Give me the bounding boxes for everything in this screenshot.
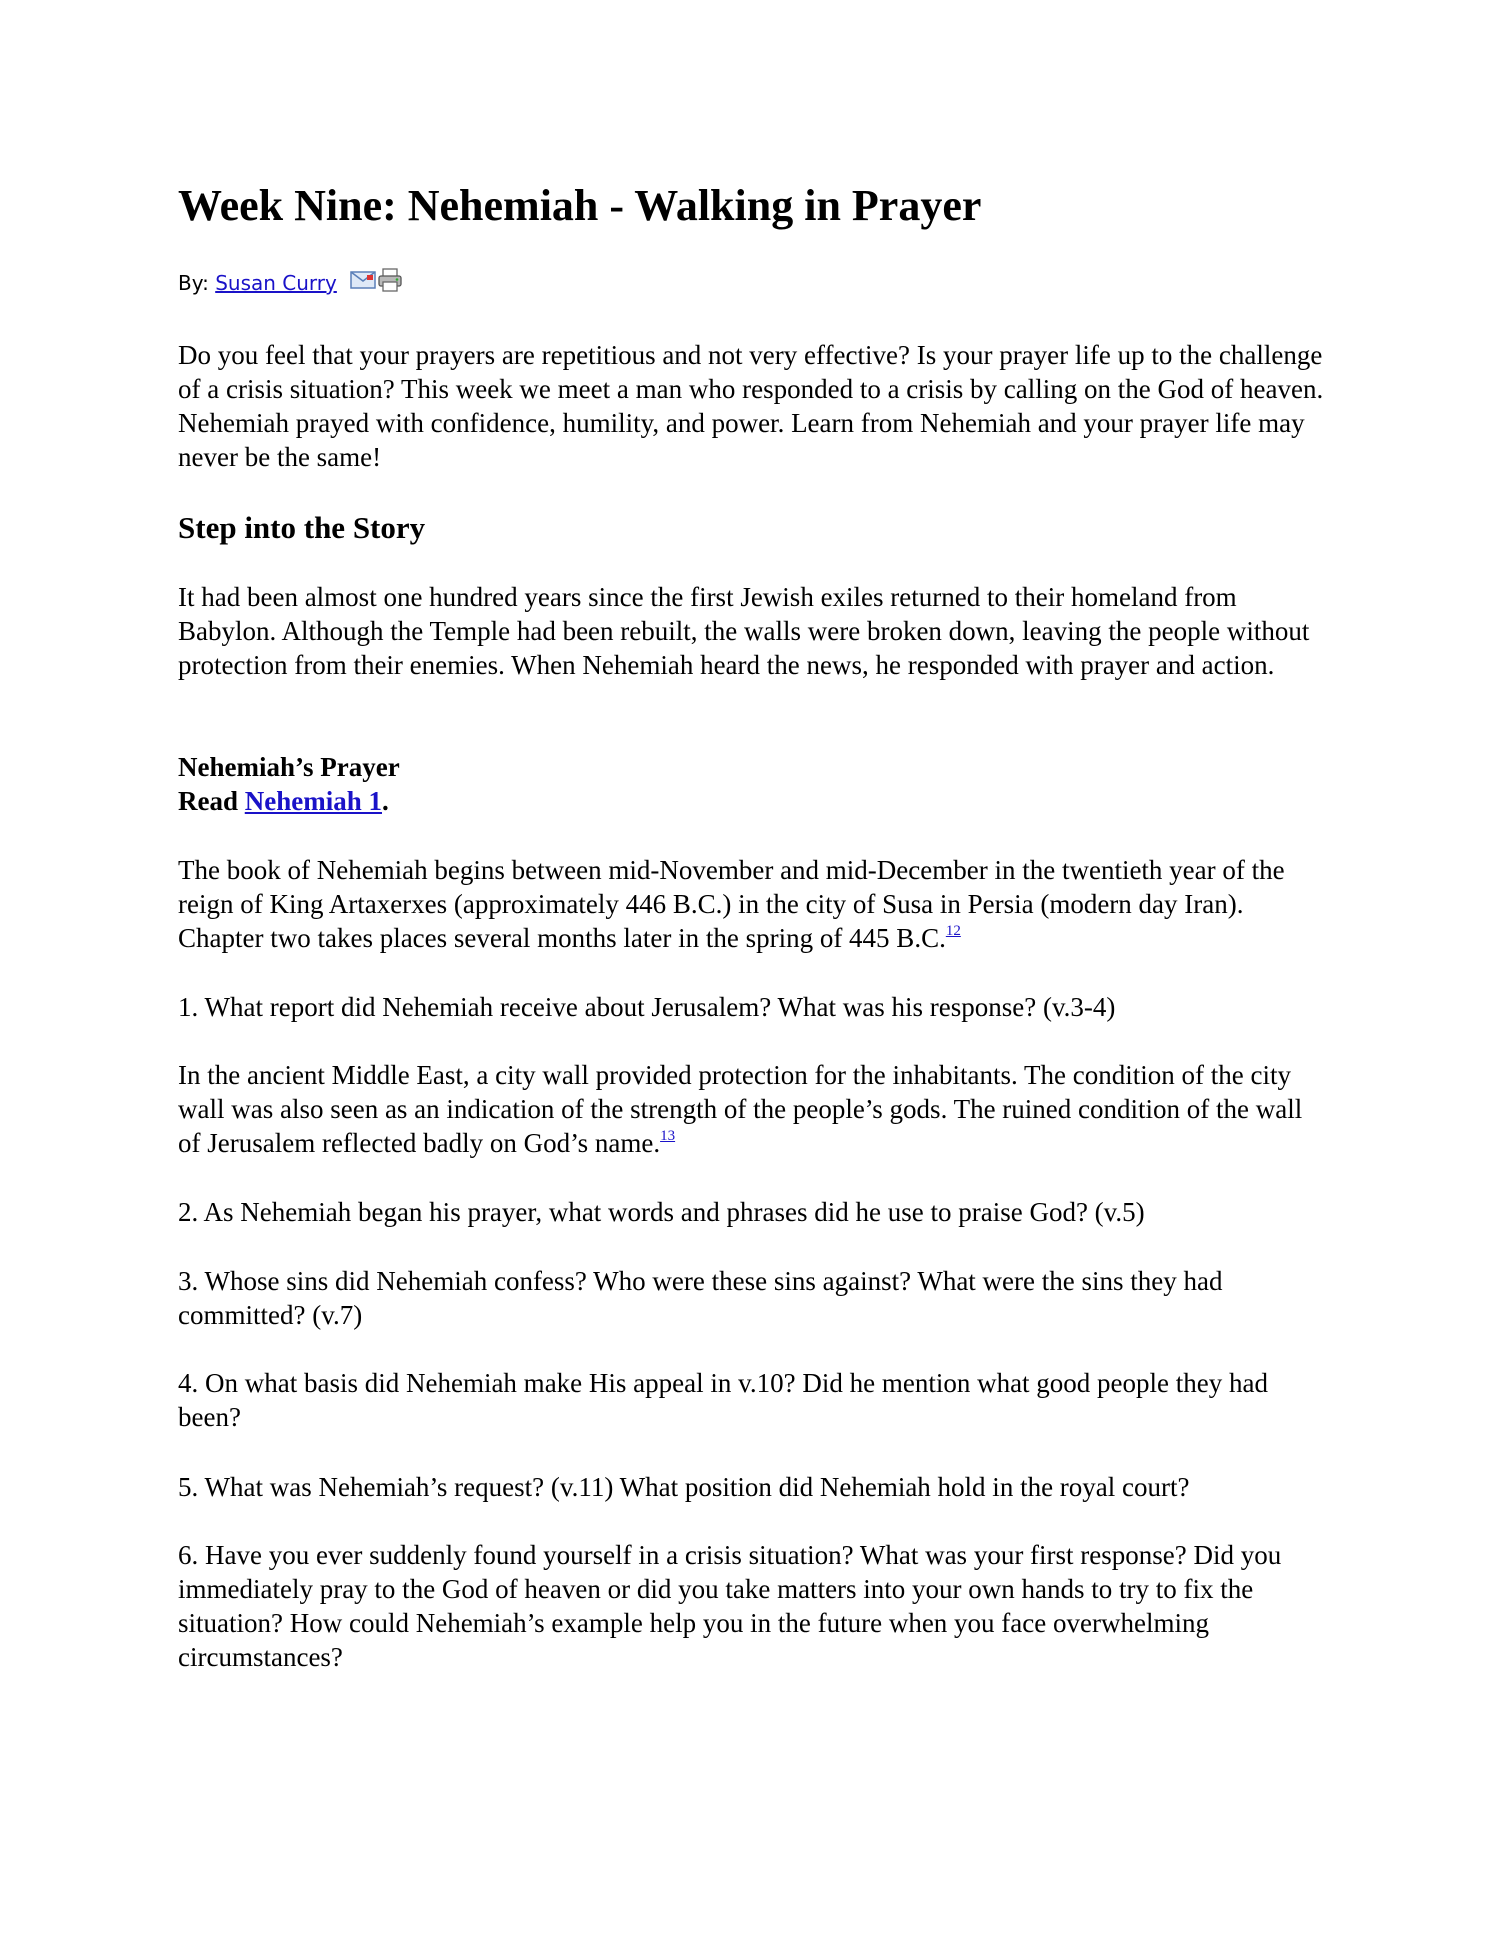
page-title: Week Nine: Nehemiah - Walking in Prayer xyxy=(178,181,982,230)
footnote-link-13[interactable]: 13 xyxy=(660,1128,676,1144)
intro-paragraph: Do you feel that your prayers are repetitious and not very effective? Is your prayer life up to the challenge of a crisis situation? This week we meet a man who responded to a crisis by calling on the God of heaven. Nehemiah prayed with confidence, humility, and power. Learn from Nehemiah and your prayer life may never be the same! xyxy=(178,340,1324,472)
section-heading: Step into the Story xyxy=(178,510,426,545)
print-icon[interactable] xyxy=(379,269,401,291)
context-paragraph xyxy=(178,853,1328,955)
byline-label: By: xyxy=(178,271,209,295)
question-1: 1. What report did Nehemiah receive about Jerusalem? What was his response? (v.3-4) xyxy=(178,992,1116,1022)
wall-paragraph xyxy=(178,1058,1328,1160)
question-4: 4. On what basis did Nehemiah make His appeal in v.10? Did he mention what good people they had been? xyxy=(178,1368,1268,1432)
context-text: The book of Nehemiah begins between mid-November and mid-December in the twentieth year of the reign of King Artaxerxes (approximately 446 B.C.) in the city of Susa in Persia (modern day Iran). Chapter two takes places several months later in the spring of 445 B.C. xyxy=(178,855,1285,953)
byline xyxy=(178,266,405,303)
story-paragraph: It had been almost one hundred years since the first Jewish exiles returned to their homeland from Babylon. Although the Temple had been rebuilt, the walls were broken down, leaving the people without protection from their enemies. When Nehemiah heard the news, he responded with prayer and action. xyxy=(178,582,1310,680)
read-suffix: . xyxy=(382,786,389,816)
footnote-link-12[interactable]: 12 xyxy=(945,923,961,939)
share-icons xyxy=(349,266,405,303)
read-line xyxy=(178,784,1328,818)
wall-text: In the ancient Middle East, a city wall provided protection for the inhabitants. The condition of the city wall was also seen as an indication of the strength of the people’s gods. The ruined condition of the wall of Jerusalem reflected badly on God’s name. xyxy=(178,1060,1303,1158)
icon-group xyxy=(349,266,405,294)
email-icon[interactable] xyxy=(351,272,375,288)
question-2: 2. As Nehemiah began his prayer, what words and phrases did he use to praise God? (v.5) xyxy=(178,1197,1145,1227)
author-link[interactable]: Susan Curry xyxy=(215,271,337,295)
question-6: 6. Have you ever suddenly found yourself in a crisis situation? What was your first response? Did you immediately pray to the God of heaven or did you take matters into your own hands to try to fix the situation? How could Nehemiah’s example help you in the future when you face overwhelming circumstances? xyxy=(178,1540,1282,1672)
question-3: 3. Whose sins did Nehemiah confess? Who were these sins against? What were the sins they had committed? (v.7) xyxy=(178,1266,1223,1330)
read-label: Read xyxy=(178,786,238,816)
subsection xyxy=(178,750,1328,818)
question-5: 5. What was Nehemiah’s request? (v.11) What position did Nehemiah hold in the royal court? xyxy=(178,1472,1190,1502)
subsection-heading: Nehemiah’s Prayer xyxy=(178,752,400,782)
scripture-link[interactable]: Nehemiah 1 xyxy=(244,786,382,816)
